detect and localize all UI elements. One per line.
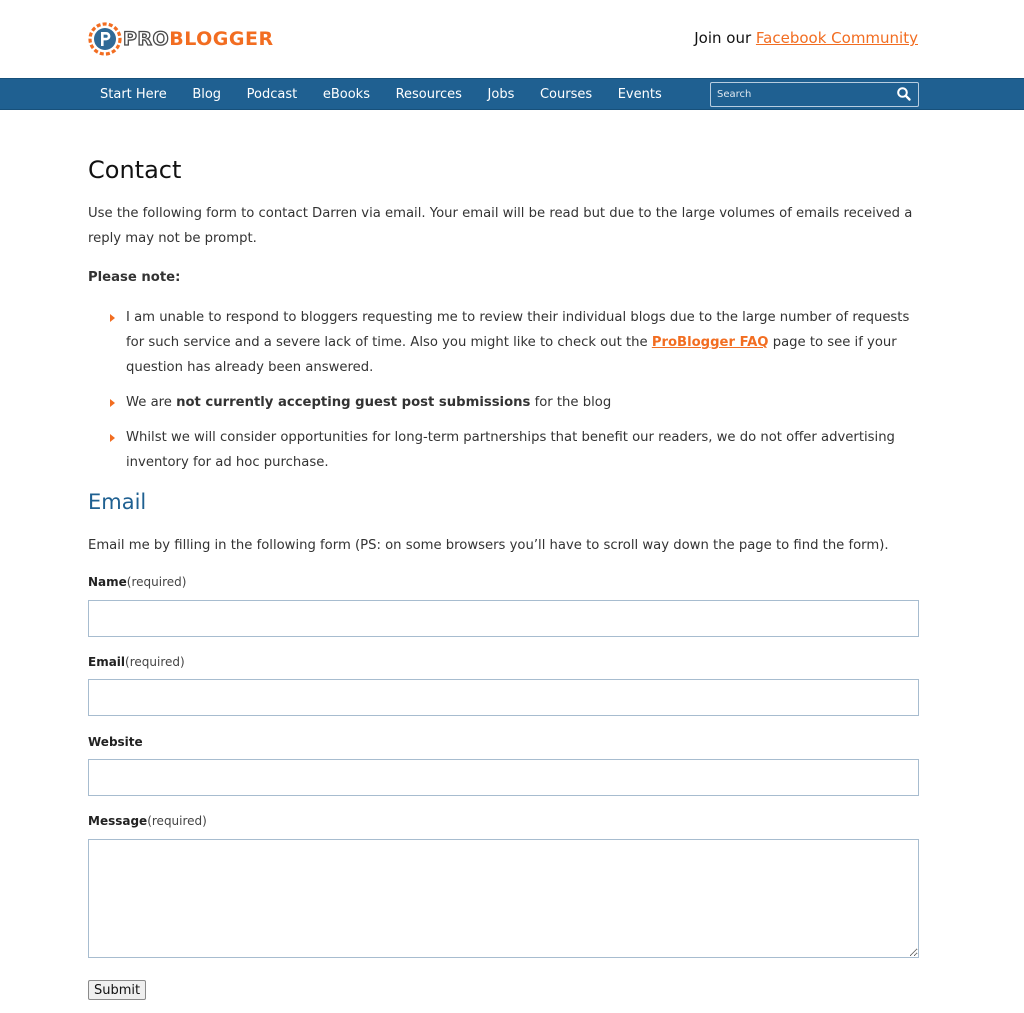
bullet-text: for the blog	[530, 395, 612, 410]
nav-item-jobs[interactable]: Jobs	[487, 86, 515, 102]
nav-item-podcast[interactable]: Podcast	[246, 86, 298, 102]
logo-blogger-text: BLOGGER	[169, 27, 274, 50]
email-field-label	[88, 655, 185, 669]
please-note-label: Please note:	[88, 270, 181, 285]
nav-item-courses[interactable]: Courses	[539, 86, 593, 102]
email-label-text: Email	[88, 655, 126, 669]
name-label-text: Name	[88, 575, 127, 589]
message-field-label	[88, 814, 207, 828]
bullet-text: Whilst we will consider opportunities for long-term partnerships that benefit our readers, we do not offer advertising inventory for ad hoc purchase.	[126, 430, 895, 470]
email-section-heading: Email	[88, 490, 147, 514]
bullet-arrow-icon	[110, 399, 115, 407]
list-item	[88, 390, 919, 415]
site-header	[0, 0, 1024, 78]
website-label-text: Website	[88, 735, 143, 749]
email-description: Email me by filling in the following form (PS: on some browsers you’ll have to scroll way down the page to find the form).	[88, 538, 889, 553]
name-field[interactable]	[88, 600, 919, 637]
nav-menu	[88, 79, 675, 109]
facebook-community-callout	[694, 29, 918, 47]
main-navigation	[0, 78, 1024, 110]
website-field-label	[88, 735, 143, 749]
bullet-bold-text: not currently accepting guest post submissions	[176, 395, 531, 410]
required-indicator: (required)	[125, 655, 185, 669]
list-item	[88, 305, 919, 380]
list-item	[88, 425, 919, 475]
logo-pro-text: PRO	[123, 27, 170, 50]
message-textarea[interactable]	[88, 839, 919, 958]
required-indicator: (required)	[147, 814, 207, 828]
bullet-text: page to see if your question has already been answered.	[126, 335, 897, 375]
nav-item-blog[interactable]: Blog	[192, 86, 222, 102]
facebook-community-link[interactable]: Facebook Community	[755, 29, 918, 47]
problogger-faq-link[interactable]: ProBlogger FAQ	[651, 335, 769, 350]
search-input[interactable]	[711, 83, 891, 106]
nav-item-resources[interactable]: Resources	[395, 86, 462, 102]
search-icon[interactable]	[896, 86, 912, 102]
community-prefix: Join our	[694, 29, 756, 47]
bullet-arrow-icon	[110, 314, 115, 322]
search-box	[710, 82, 919, 107]
name-field-label	[88, 575, 186, 589]
submit-button[interactable]: Submit	[88, 980, 146, 1000]
bullet-arrow-icon	[110, 434, 115, 442]
message-label-text: Message	[88, 814, 148, 828]
logo-wordmark	[123, 27, 274, 50]
bullet-text: I am unable to respond to bloggers requesting me to review their individual blogs due to the large number of requests for such service and a severe lack of time. Also you might like to check out the	[126, 310, 910, 350]
nav-item-ebooks[interactable]: eBooks	[322, 86, 370, 102]
page-title: Contact	[88, 156, 182, 184]
intro-paragraph: Use the following form to contact Darren via email. Your email will be read but due to the large volumes of emails received a reply may not be prompt.	[88, 206, 913, 246]
nav-item-start-here[interactable]: Start Here	[100, 86, 167, 102]
logo-mark-icon	[88, 22, 122, 56]
website-field[interactable]	[88, 759, 919, 796]
notes-list	[88, 305, 919, 485]
email-field[interactable]	[88, 679, 919, 716]
nav-item-events[interactable]: Events	[617, 86, 662, 102]
problogger-logo[interactable]	[88, 22, 274, 56]
required-indicator: (required)	[126, 575, 187, 589]
bullet-text: We are	[126, 395, 177, 410]
